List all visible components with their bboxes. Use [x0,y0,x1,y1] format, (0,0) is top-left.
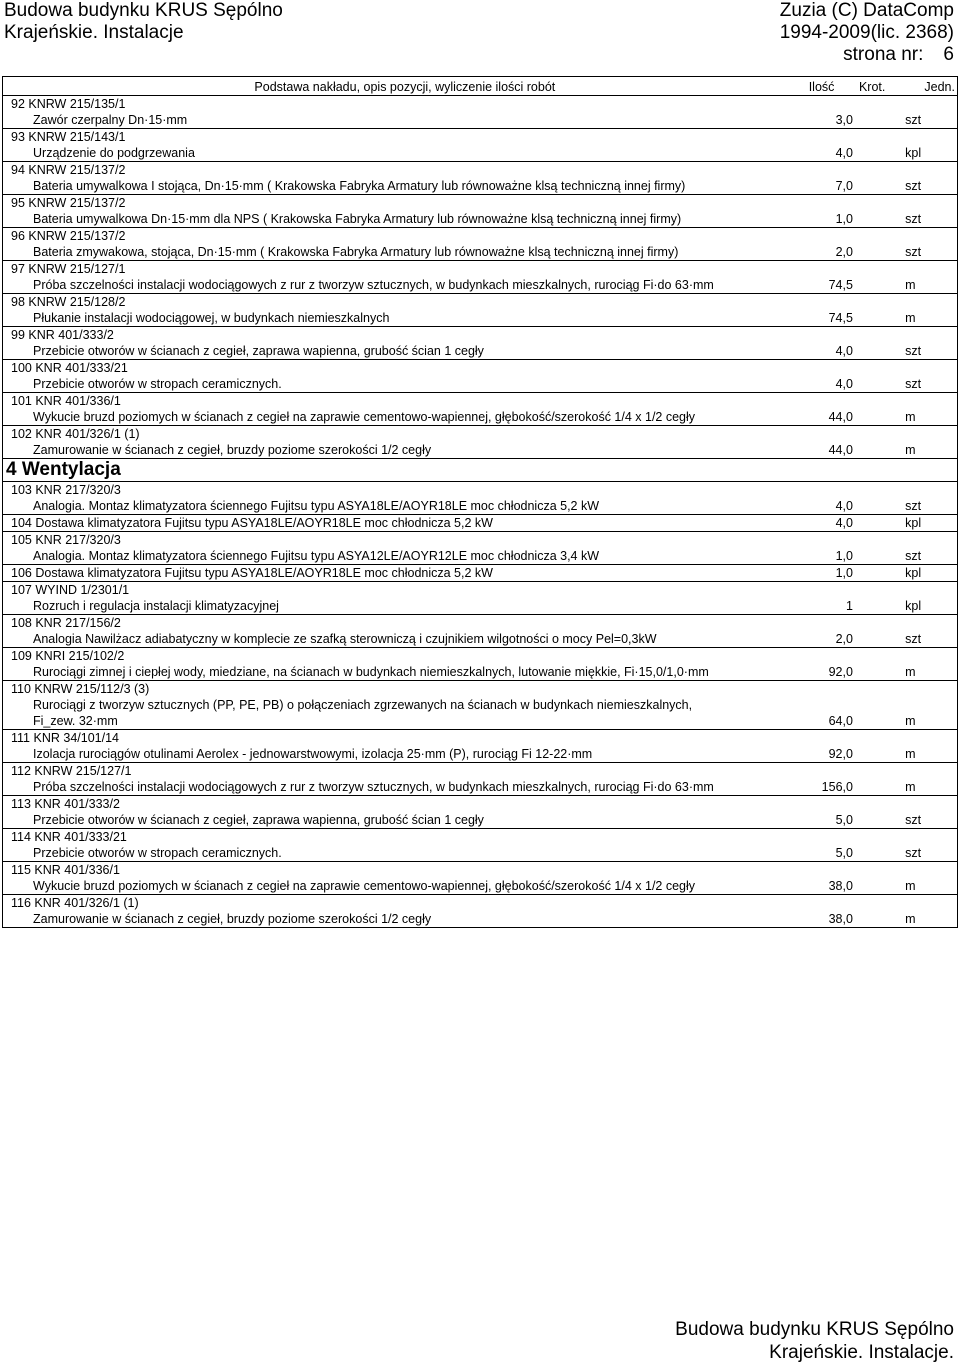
project-subtitle: Krajeńskie. Instalacje [4,22,184,43]
table-row [3,779,958,796]
item-description: Zawór czerpalny Dn·15·mm [3,112,807,129]
item-krot [857,310,897,327]
table-row [3,498,958,515]
header-right [780,0,954,66]
item-basis-code: KNRW 215/127/1 [28,262,126,276]
item-code [3,294,898,311]
item-code-filler [897,294,957,311]
item-code [3,582,898,599]
item-basis-code: KNRI 215/102/2 [35,649,125,663]
table-row [3,631,958,648]
item-number: 98 [11,295,25,309]
table-row [3,829,958,846]
item-description: Wykucie bruzd poziomych w ścianach z cegieł na zaprawie cementowo-wapiennej, głębokość/szerokość 1/4 x 1/2 cegły [3,409,807,426]
item-code [3,261,898,278]
item-quantity: 2,0 [835,245,853,259]
item-code [3,327,898,344]
item-description [3,515,807,532]
item-description: Płukanie instalacji wodociągowej, w budynkach niemieszkalnych [3,310,807,327]
item-description-text: Dostawa klimatyzatora Fujitsu typu ASYA18LE/AOYR18LE moc chłodnicza 5,2 kW [35,566,493,580]
item-code [3,829,898,846]
table-row [3,895,958,912]
item-quantity: 64,0 [828,714,853,728]
item-description: Próba szczelności instalacji wodociągowych z rur z tworzyw sztucznych, w budynkach mieszkalnych, rurociąg Fi·do 63·mm [3,779,807,796]
table-row [3,730,958,747]
table-row [3,697,958,713]
item-unit: m [897,911,957,928]
item-basis-code: KNR 217/156/2 [35,616,121,630]
item-code [3,763,898,780]
item-number: 115 [11,863,31,877]
item-quantity: 4,0 [835,344,853,358]
item-description: Bateria umywalkowa Dn·15·mm dla NPS ( Krakowska Fabryka Armatury lub równoważne klsą techniczną innej firmy) [3,211,807,228]
item-code-filler [897,895,957,912]
item-number: 92 [11,97,25,111]
item-description: Bateria umywalkowa I stojąca, Dn·15·mm ( Krakowska Fabryka Armatury lub równoważne klsą techniczną innej firmy) [3,178,807,195]
header-left [4,0,283,44]
item-krot [857,112,897,129]
item-number: 101 [11,394,32,408]
table-row [3,376,958,393]
item-description: Analogia Nawilżacz adiabatyczny w komplecie ze szafką sterowniczą i czujnikiem wilgotności o mocy Pel=0,3kW [3,631,807,648]
item-number: 102 [11,427,32,441]
table-row [3,195,958,212]
item-description: Fi_zew. 32·mm [3,713,807,730]
item-quantity: 38,0 [807,911,857,928]
item-krot [857,878,897,895]
section-title: 4 Wentylacja [3,459,958,482]
item-unit: szt [897,376,957,393]
col-header-description: Podstawa nakładu, opis pozycji, wyliczenie ilości robót [3,77,807,96]
table-row [3,763,958,780]
item-krot [857,845,897,862]
item-basis-code: KNR 401/333/2 [34,797,120,811]
item-basis-code: KNRW 215/112/3 (3) [34,682,150,696]
item-basis-code: KNR 401/333/21 [34,830,127,844]
item-unit: szt [897,178,957,195]
item-code [3,426,898,443]
table-row [3,162,958,179]
item-number: 107 [11,583,32,597]
item-number: 99 [11,328,25,342]
item-number: 114 [11,830,31,844]
item-unit: szt [897,631,957,648]
col-header-krot: Krot. [857,77,897,96]
item-number: 103 [11,483,32,497]
item-code-filler [897,327,957,344]
item-krot [857,812,897,829]
item-krot [857,598,897,615]
page-indicator [780,44,954,66]
item-code [3,96,898,113]
item-unit: szt [897,498,957,515]
table-row [3,681,958,698]
item-unit: szt [897,548,957,565]
table-row [3,812,958,829]
item-basis-code: KNR 401/336/1 [35,394,121,408]
table-body-installations [3,96,958,459]
item-quantity: 1,0 [835,212,853,226]
item-krot [857,498,897,515]
item-basis-code: KNRW 215/128/2 [28,295,126,309]
item-quantity: 5,0 [835,813,853,827]
item-krot [857,409,897,426]
item-unit: kpl [897,145,957,162]
item-description: Bateria zmywakowa, stojąca, Dn·15·mm ( Krakowska Fabryka Armatury lub równoważne klsą techniczną innej firmy) [3,244,807,261]
item-code [3,482,898,499]
item-basis-code: KNRW 215/137/2 [28,229,126,243]
item-code [3,648,898,665]
table-row [3,532,958,549]
item-basis-code: WYIND 1/2301/1 [35,583,130,597]
item-quantity: 4,0 [835,146,853,160]
item-number: 95 [11,196,25,210]
item-unit: m [897,746,957,763]
table-row [3,393,958,410]
item-code-filler [897,829,957,846]
item-quantity: 38,0 [828,879,853,893]
item-unit: m [897,409,957,426]
item-code-filler [897,582,957,599]
item-code-filler [897,261,957,278]
table-row [3,244,958,261]
table-row [3,145,958,162]
section-header [3,459,958,482]
item-basis-code: KNR 401/333/21 [35,361,128,375]
item-description: Przebicie otworów w ścianach z cegieł, zaprawa wapienna, grubość ścian 1 cegły [3,812,807,829]
item-unit: m [897,779,957,796]
table-row [3,277,958,294]
item-krot [857,442,897,459]
item-code [3,129,898,146]
item-basis-code: KNR 401/333/2 [28,328,114,342]
item-krot [857,911,897,928]
item-description [3,565,807,582]
item-code [3,360,898,377]
table-row [3,615,958,632]
item-krot [857,211,897,228]
item-krot [857,664,897,681]
item-basis-code: KNRW 215/137/2 [28,163,126,177]
item-krot [857,746,897,763]
item-code [3,862,898,879]
item-unit: m [897,277,957,294]
table-row [3,343,958,360]
item-unit: m [897,310,957,327]
item-code-filler [897,532,957,549]
table-row [3,845,958,862]
item-code [3,730,898,747]
software-name: Zuzia (C) DataComp [779,0,954,21]
table-row [3,294,958,311]
table-row [3,862,958,879]
item-code [3,393,898,410]
table-row [3,648,958,665]
item-quantity: 1,0 [835,549,853,563]
item-code-filler [897,426,957,443]
item-basis-code: KNRW 215/127/1 [34,764,132,778]
item-number: 94 [11,163,25,177]
item-code [3,195,898,212]
item-krot [857,779,897,796]
col-header-unit: Jedn. [897,77,957,96]
item-basis-code: KNR 34/101/14 [33,731,119,745]
item-description-text: Dostawa klimatyzatora Fujitsu typu ASYA18LE/AOYR18LE moc chłodnicza 5,2 kW [35,516,493,530]
table-row [3,598,958,615]
item-number: 116 [11,896,31,910]
item-unit: szt [897,812,957,829]
item-description: Przebicie otworów w ścianach z cegieł, zaprawa wapienna, grubość ścian 1 cegły [3,343,807,360]
item-basis-code: KNRW 215/135/1 [28,97,126,111]
item-quantity: 5,0 [835,846,853,860]
item-code-filler [897,393,957,410]
item-code-filler [897,228,957,245]
item-code-filler [897,862,957,879]
item-krot [857,515,897,532]
item-krot [857,244,897,261]
item-unit: m [897,664,957,681]
item-code [3,228,898,245]
item-unit: kpl [897,598,957,615]
table-row [3,178,958,195]
page-number: 6 [943,44,954,65]
item-description: Zamurowanie w ścianach z cegieł, bruzdy poziome szerokości 1/2 cegły [3,911,807,928]
item-description: Próba szczelności instalacji wodociągowych z rur z tworzyw sztucznych, w budynkach mieszkalnych, rurociąg Fi·do 63·mm [3,277,807,294]
table-row [3,911,958,928]
item-description: Analogia. Montaz klimatyzatora ściennego Fujitsu typu ASYA18LE/AOYR18LE moc chłodnicza 5,2 kW [3,498,807,515]
item-number: 100 [11,361,32,375]
item-basis-code: KNRW 215/137/2 [28,196,126,210]
item-code [3,162,898,179]
table-row [3,426,958,443]
item-code-filler [897,482,957,499]
table-header [3,77,958,96]
item-unit: kpl [897,565,957,582]
item-unit: szt [897,244,957,261]
footer-line1: Budowa budynku KRUS Sępólno [675,1319,954,1340]
software-license: 1994-2009(lic. 2368) [779,22,954,43]
item-number: 93 [11,130,25,144]
item-quantity: 1 [846,599,853,613]
item-code-filler [897,96,957,113]
item-quantity: 44,0 [828,443,853,457]
item-quantity: 74,5 [828,278,853,292]
item-unit: szt [897,112,957,129]
item-code-filler [897,195,957,212]
item-quantity: 92,0 [828,665,853,679]
table-row [3,228,958,245]
item-krot [857,565,897,582]
item-description: Przebicie otworów w stropach ceramicznych. [3,376,807,393]
item-description: Analogia. Montaz klimatyzatora ściennego Fujitsu typu ASYA12LE/AOYR12LE moc chłodnicza 3,4 kW [3,548,807,565]
item-unit: m [897,442,957,459]
item-krot [857,145,897,162]
item-number: 113 [11,797,31,811]
item-description: Urządzenie do podgrzewania [3,145,807,162]
project-title: Budowa budynku KRUS Sępólno [4,0,283,21]
item-krot [857,713,897,730]
item-quantity: 4,0 [835,377,853,391]
item-unit: m [897,878,957,895]
item-number: 111 [11,731,31,745]
item-code [3,615,898,632]
item-basis-code: KNR 401/326/1 (1) [34,896,139,910]
table-row [3,878,958,895]
item-krot [857,376,897,393]
item-quantity: 1,0 [807,565,857,582]
item-description: Rurociągi zimnej i ciepłej wody, miedziane, na ścianach w budynkach niemieszkalnych, lutowanie miękkie, Fi·15,0/1,0·mm [3,664,807,681]
page-label: strona nr: [843,44,924,65]
table-row [3,112,958,129]
table-row [3,713,958,730]
item-description: Rozruch i regulacja instalacji klimatyzacyjnej [3,598,807,615]
item-number: 105 [11,533,32,547]
item-number: 96 [11,229,25,243]
item-description: Rurociągi z tworzyw sztucznych (PP, PE, PB) o połączeniach zgrzewanych na ścianach w budynkach niemieszkalnych, [3,697,958,713]
item-number: 109 [11,649,32,663]
item-quantity: 92,0 [828,747,853,761]
table-row [3,96,958,113]
item-code-filler [897,763,957,780]
item-krot [857,631,897,648]
item-number: 108 [11,616,32,630]
item-code [3,796,898,813]
item-basis-code: KNR 217/320/3 [35,483,121,497]
table-body-ventilation [3,482,958,928]
table-row [3,515,958,532]
item-quantity: 3,0 [835,113,853,127]
item-number: 104 [11,516,32,530]
item-quantity: 156,0 [821,780,853,794]
item-quantity: 4,0 [807,515,857,532]
item-code-filler [897,681,957,698]
table-row [3,261,958,278]
item-unit: m [897,713,957,730]
table-row [3,327,958,344]
item-code-filler [897,796,957,813]
item-code-filler [897,129,957,146]
item-code [3,681,898,698]
item-number: 97 [11,262,25,276]
item-krot [857,178,897,195]
item-code [3,532,898,549]
table-row [3,565,958,582]
item-number: 110 [11,682,31,696]
item-basis-code: KNR 401/326/1 (1) [35,427,140,441]
item-description: Zamurowanie w ścianach z cegieł, bruzdy poziome szerokości 1/2 cegły [3,442,807,459]
item-number: 112 [11,764,31,778]
item-quantity: 4,0 [835,499,853,513]
table-row [3,582,958,599]
item-krot [857,343,897,360]
item-unit: szt [897,343,957,360]
item-basis-code: KNR 401/336/1 [34,863,120,877]
item-unit: kpl [897,515,957,532]
item-quantity: 2,0 [835,632,853,646]
item-unit: szt [897,845,957,862]
footer [675,1318,954,1364]
table-row [3,442,958,459]
table-row [3,409,958,426]
item-number: 106 [11,566,32,580]
item-code-filler [897,360,957,377]
item-code [3,895,898,912]
table-row [3,746,958,763]
item-code-filler [897,162,957,179]
item-krot [857,548,897,565]
table-row [3,796,958,813]
footer-line2: Krajeńskie. Instalacje. [769,1342,954,1363]
item-quantity: 44,0 [828,410,853,424]
table-row [3,310,958,327]
item-code-filler [897,615,957,632]
item-krot [857,277,897,294]
item-code-filler [897,730,957,747]
item-description: Przebicie otworów w stropach ceramicznych. [3,845,807,862]
item-description: Wykucie bruzd poziomych w ścianach z cegieł na zaprawie cementowo-wapiennej, głębokość/szerokość 1/4 x 1/2 cegły [3,878,807,895]
item-unit: szt [897,211,957,228]
item-description: Izolacja rurociągów otulinami Aerolex - jednowarstwowymi, izolacja 25·mm (P), rurociąg Fi 12-22·mm [3,746,807,763]
estimate-table [2,76,958,928]
table-row [3,211,958,228]
item-basis-code: KNRW 215/143/1 [28,130,126,144]
table-row [3,360,958,377]
table-row [3,482,958,499]
item-code-filler [897,648,957,665]
item-quantity: 74,5 [828,311,853,325]
table-row [3,129,958,146]
col-header-quantity: Ilość [807,77,857,96]
item-basis-code: KNR 217/320/3 [35,533,121,547]
table-row [3,548,958,565]
table-row [3,664,958,681]
item-quantity: 7,0 [835,179,853,193]
